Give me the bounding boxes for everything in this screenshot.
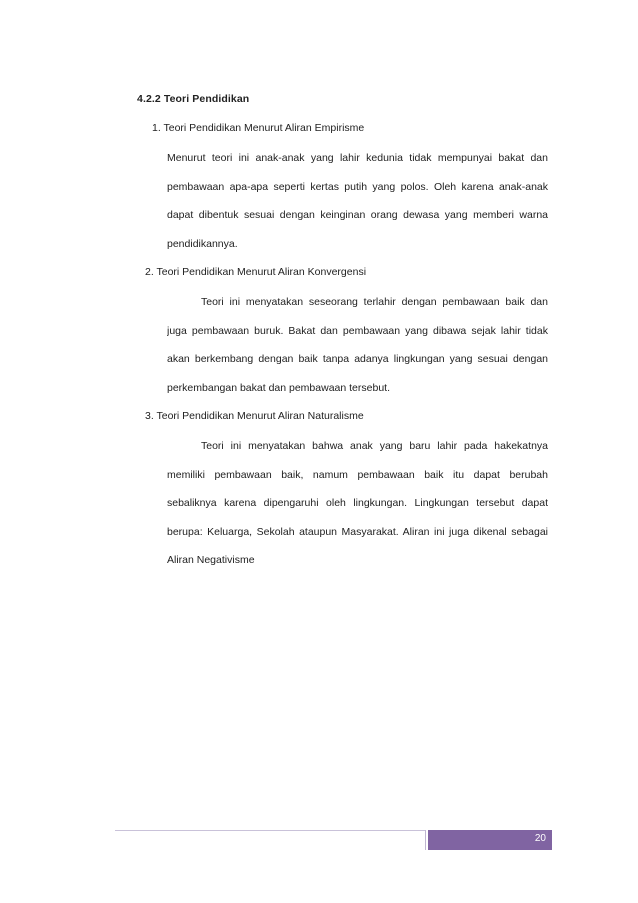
item-3-title: 3. Teori Pendidikan Menurut Aliran Naturalisme [145, 410, 364, 422]
paragraph-line: berupa: Keluarga, Sekolah ataupun Masyarakat. Aliran ini juga dikenal sebagai [167, 525, 548, 538]
paragraph-line: pendidikannya. [167, 237, 238, 250]
paragraph-line: Teori ini menyatakan bahwa anak yang baru lahir pada hakekatnya [201, 440, 548, 452]
paragraph-line: Teori ini menyatakan seseorang terlahir dengan pembawaan baik dan [201, 296, 548, 308]
section-heading: 4.2.2 Teori Pendidikan [137, 93, 250, 105]
paragraph-line: dapat dibentuk sesuai dengan keinginan orang dewasa yang memberi warna [167, 209, 548, 222]
paragraph-line: memiliki pembawaan baik, namum pembawaan baik itu dapat berubah [167, 468, 548, 481]
paragraph-line: perkembangan bakat dan pembawaan tersebut. [167, 381, 390, 394]
paragraph-line: Aliran Negativisme [167, 554, 255, 567]
paragraph-line: juga pembawaan buruk. Bakat dan pembawaan yang dibawa sejak lahir tidak [167, 324, 548, 337]
page-number: 20 [534, 833, 546, 844]
item-1-title: 1. Teori Pendidikan Menurut Aliran Empirisme [152, 122, 365, 134]
item-1-paragraph [167, 151, 548, 265]
footer-divider [115, 830, 425, 831]
item-2-paragraph [167, 295, 548, 409]
footer-separator [425, 830, 426, 850]
paragraph-line: Menurut teori ini anak-anak yang lahir kedunia tidak mempunyai bakat dan [167, 152, 548, 164]
page-number-box [428, 830, 552, 850]
paragraph-line: pembawaan apa-apa seperti kertas putih yang polos. Oleh karena anak-anak [167, 180, 548, 193]
item-3-paragraph [167, 439, 548, 582]
item-2-title: 2. Teori Pendidikan Menurut Aliran Konvergensi [145, 266, 367, 278]
paragraph-line: sebaliknya karena dipengaruhi oleh lingkungan. Lingkungan tersebut dapat [167, 497, 548, 510]
paragraph-line: akan berkembang dengan baik tanpa adanya lingkungan yang sesuai dengan [167, 353, 548, 366]
